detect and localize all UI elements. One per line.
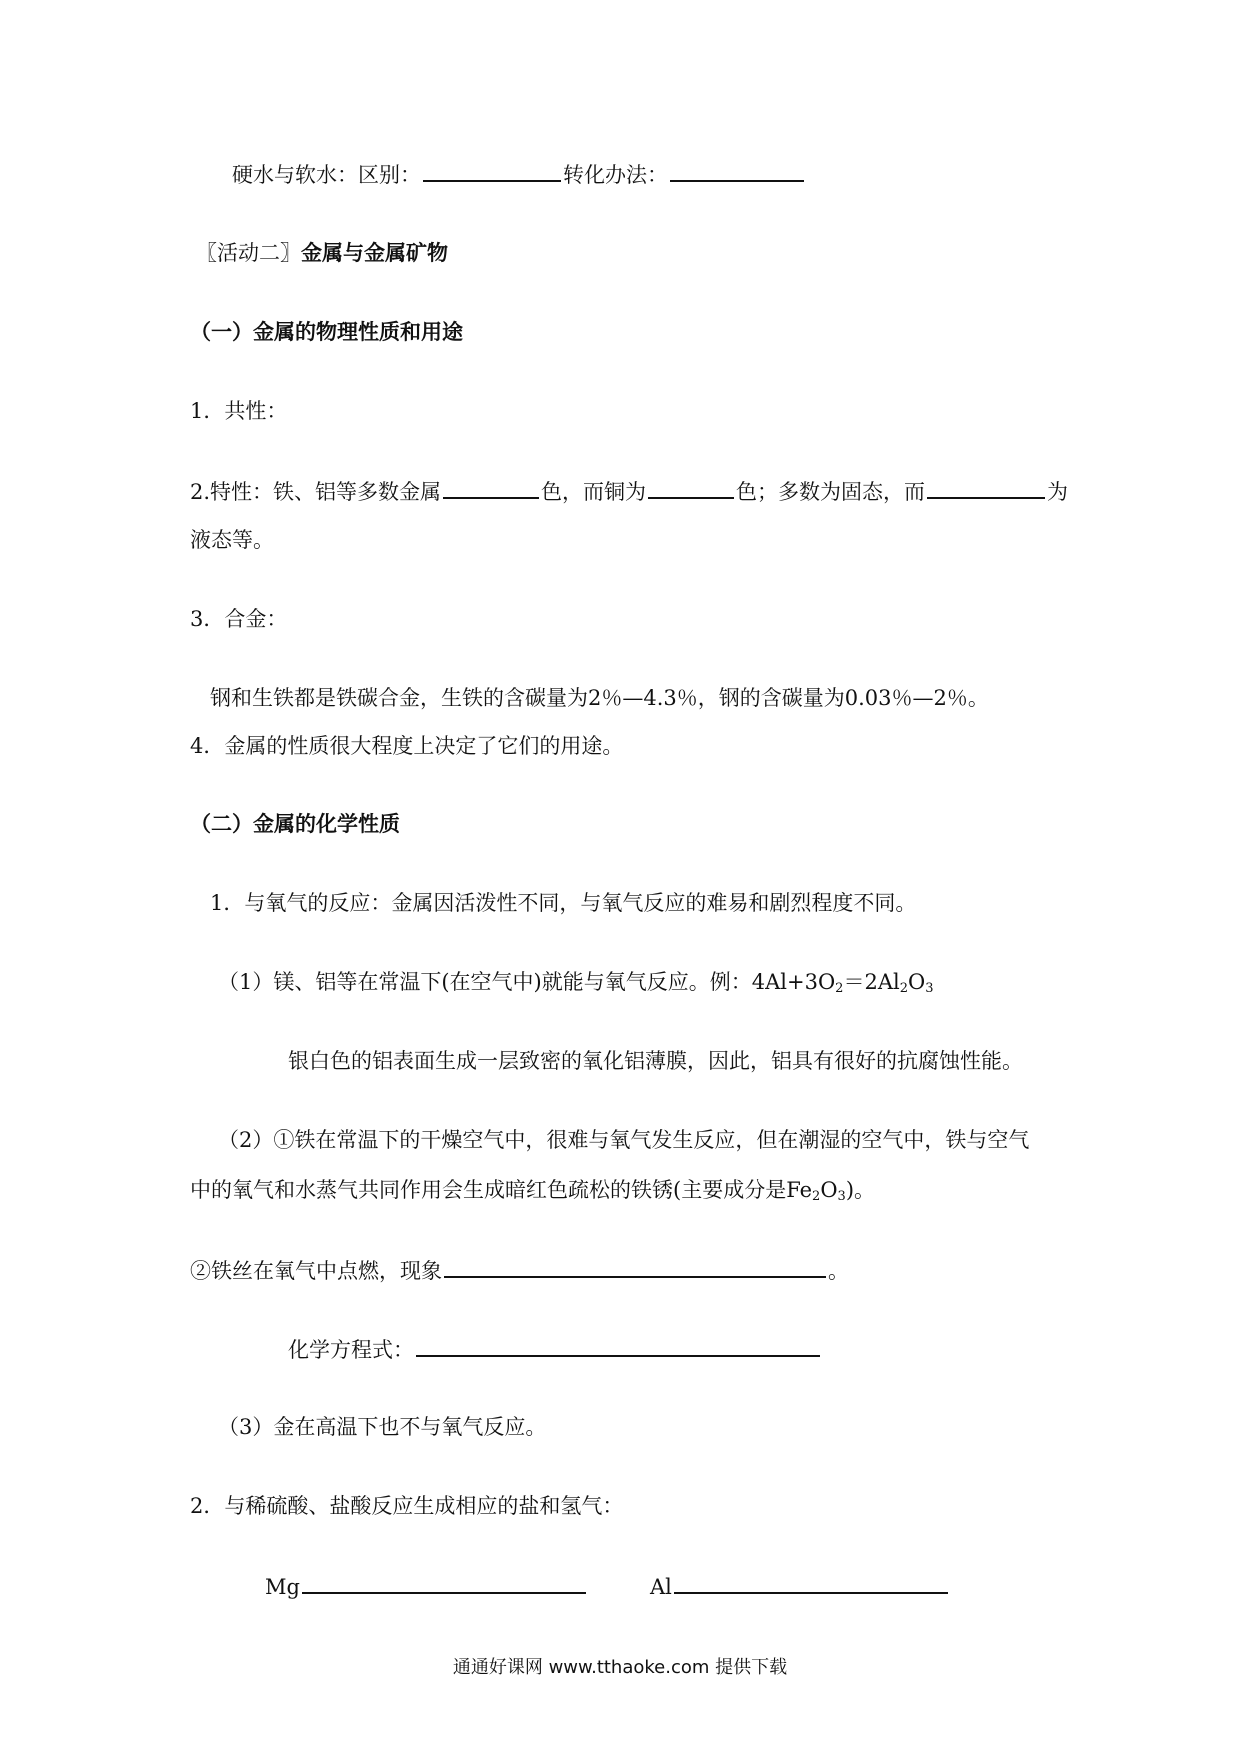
c1-1-al-film: 银白色的铝表面生成一层致密的氧化铝薄膜，因此，铝具有很好的抗腐蚀性能。 — [288, 1049, 1023, 1073]
mg-equation-line: Mg — [265, 1570, 588, 1602]
c1-2-iron-burning: ②铁丝在氧气中点燃，现象 。 — [190, 1254, 849, 1286]
c1-2-iron-rust-b: 中的氧气和水蒸气共同作用会生成暗红色疏松的铁锈(主要成分是$Fe_2O_3$)。 — [190, 1178, 876, 1204]
metal-color-blank[interactable] — [443, 475, 539, 499]
p1-commonality: 1．共性： — [190, 399, 288, 423]
conversion-blank[interactable] — [670, 158, 804, 182]
phenomenon-blank[interactable] — [444, 1254, 826, 1278]
section1-title: （一）金属的物理性质和用途 — [190, 320, 463, 344]
liquid-metal-blank[interactable] — [927, 475, 1045, 499]
c1-3-gold: （3）金在高温下也不与氧气反应。 — [218, 1415, 547, 1439]
page-footer: 通通好课网 www.tthaoke.com 提供下载 — [452, 1657, 788, 1678]
activity2-heading: 〖活动二〗金属与金属矿物 — [196, 241, 448, 265]
difference-blank[interactable] — [423, 158, 561, 182]
p4-uses: 4．金属的性质很大程度上决定了它们的用途。 — [190, 734, 624, 758]
hard-soft-water-line: 硬水与软水：区别： 转化办法： — [232, 158, 806, 190]
al-equation-line: Al — [650, 1570, 950, 1602]
c1-oxygen-reaction: 1．与氧气的反应：金属因活泼性不同，与氧气反应的难易和剧烈程度不同。 — [210, 891, 917, 915]
p3-alloy-text: 钢和生铁都是铁碳合金，生铁的含碳量为2％—4.3％，钢的含碳量为0.03％—2％。 — [210, 686, 989, 710]
mg-equation-blank[interactable] — [302, 1570, 586, 1594]
al-equation-blank[interactable] — [674, 1570, 948, 1594]
c1-2-equation: 化学方程式： — [288, 1333, 822, 1365]
equation-blank[interactable] — [416, 1333, 820, 1357]
p2-continuation: 液态等。 — [190, 528, 274, 552]
section2-title: （二）金属的化学性质 — [190, 812, 400, 836]
p3-alloy: 3．合金： — [190, 607, 288, 631]
copper-color-blank[interactable] — [648, 475, 734, 499]
c1-1-mg-al: （1）镁、铝等在常温下(在空气中)就能与氧气反应。例：$4Al+3O_2=2Al_2O_3$ — [218, 970, 934, 996]
p2-specific: 2.特性：铁、铝等多数金属 色，而铜为 色；多数为固态，而 为 — [190, 475, 1068, 507]
c1-2-iron-rust-a: （2）①铁在常温下的干燥空气中，很难与氧气发生反应，但在潮湿的空气中，铁与空气 — [218, 1128, 1030, 1152]
c2-acid-reaction: 2．与稀硫酸、盐酸反应生成相应的盐和氢气： — [190, 1494, 624, 1518]
